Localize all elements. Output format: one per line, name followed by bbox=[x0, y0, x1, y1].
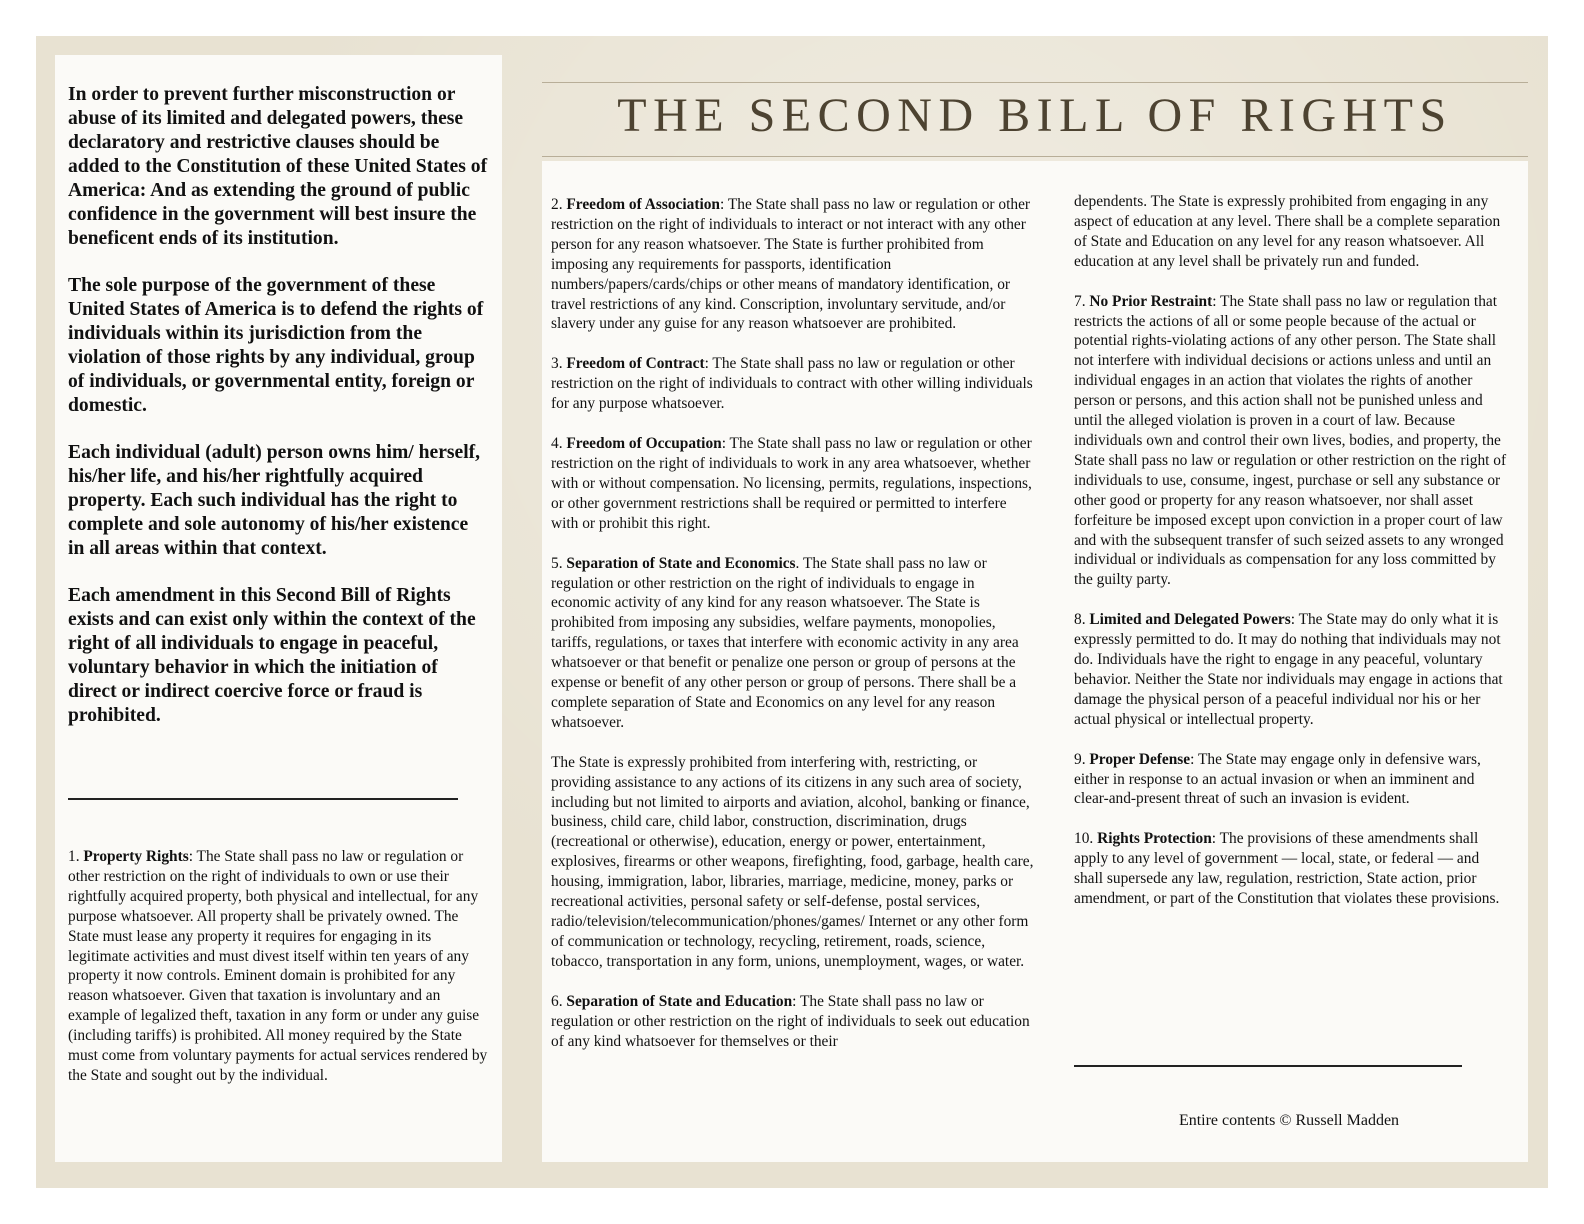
articles-column-middle bbox=[551, 195, 1037, 1071]
article-number: 7. bbox=[1074, 292, 1090, 310]
articles-column-right bbox=[1074, 192, 1508, 929]
article-8 bbox=[1074, 610, 1508, 729]
article-number: 1. bbox=[68, 848, 84, 865]
article-4 bbox=[551, 434, 1037, 534]
article-text: . The State shall pass no law or regulation or other restriction on the right of individuals to engage in economic activity of any kind for any reason whatsoever. The State is prohibited from imposing any subsidies, welfare payments, monopolies, tariffs, regulations, or taxes that interfere with economic activity in any area whatsoever or that benefit or penalize one person or group of persons at the expense or benefit of any other person or group of persons. There shall be a complete separation of State and Economics on any level for any reason whatsoever. bbox=[551, 554, 1019, 731]
article-text: : The State shall pass no law or regulation or other restriction on the right of individuals to own or use their rightfully acquired property, both physical and intellectual, for any purpose whatsoever. All property shall be privately owned. The State must lease any property it requires for engaging in its legitimate activities and must divest itself within ten years of any property it now controls. Eminent domain is prohibited for any reason whatsoever. Given that taxation is involuntary and an example of legalized theft, taxation in any form or under any guise (including tariffs) is prohibited. All money required by the State must come from voluntary payments for actual services rendered by the State and sought out by the individual. bbox=[68, 848, 488, 1084]
article-text: : The State may engage only in defensive wars, either in response to an actual invasion or when an imminent and clear-and-present threat of such an invasion is evident. bbox=[1074, 750, 1481, 808]
article-10 bbox=[1074, 829, 1508, 909]
article-heading: Separation of State and Education bbox=[566, 992, 793, 1010]
article-text: : The State shall pass no law or regulation that restricts the actions of all or some people because of the actual or potential rights-violating actions of any other person. The State shall not interfere with individual decisions or actions unless and until an individual engages in an action that violates the rights of another person or persons, and this action shall not be punished unless and until the alleged violation is proven in a court of law. Because individuals own and control their own lives, bodies, and property, the State shall pass no law or regulation or other restriction on the right of individuals to use, consume, ingest, purchase or sell any substance or other good or property for any reason whatsoever, nor shall asset forfeiture be imposed except upon conviction in a proper court of law and with the subsequent transfer of such seized assets to any wronged individual or individuals as compensation for any loss committed by the guilty party. bbox=[1074, 292, 1507, 589]
article-number: 2. bbox=[551, 196, 567, 213]
article-number: 6. bbox=[551, 992, 567, 1010]
article-text: : The State shall pass no law or regulation or other restriction on the right of individuals to work in any area whatsoever, whether with or without compensation. No licensing, permits, regulations, inspections, or other government restrictions shall be required or permitted to interfere with or prohibit this right. bbox=[551, 435, 1032, 532]
article-text: : The State shall pass no law or regulation or other restriction on the right of individuals to contract with other willing individuals for any purpose whatsoever. bbox=[551, 355, 1033, 413]
article-number: 8. bbox=[1074, 611, 1090, 629]
article-heading: Proper Defense bbox=[1089, 750, 1191, 768]
article-text: : The State shall pass no law or regulation or other restriction on the right of individuals to seek out education of any kind whatsoever for themselves or their bbox=[551, 992, 1030, 1050]
preamble-paragraph: Each amendment in this Second Bill of Rights exists and can exist only within the context of the right of all individuals to engage in peaceful, voluntary behavior in which the initiation of direct or indirect coercive force or fraud is prohibited. bbox=[68, 585, 476, 726]
article-2 bbox=[551, 195, 1037, 334]
preamble-paragraph: The sole purpose of the government of these United States of America is to defend the rights of individuals within its jurisdiction from the violation of those rights by any individual, group of individuals, or governmental entity, foreign or domestic. bbox=[68, 275, 484, 416]
article-6 bbox=[551, 992, 1037, 1052]
article-heading: Property Rights bbox=[83, 848, 189, 865]
article-text: : The provisions of these amendments shall apply to any level of government — local, state, or federal — and shall supersede any law, regulation, restriction, State action, prior amendment, or part of the Constitution that violates these provisions. bbox=[1074, 830, 1500, 908]
page-title: THE SECOND BILL OF RIGHTS bbox=[617, 89, 1453, 142]
document-sheet bbox=[36, 36, 1548, 1188]
articles-panel bbox=[542, 161, 1528, 1162]
article-heading: Separation of State and Economics bbox=[566, 554, 796, 572]
title-banner bbox=[542, 82, 1528, 160]
article-number: 10. bbox=[1074, 830, 1098, 848]
article-1 bbox=[68, 847, 492, 1086]
article-heading: Freedom of Occupation bbox=[566, 435, 722, 453]
article-5 bbox=[551, 554, 1037, 733]
divider-rule bbox=[68, 798, 458, 800]
article-number: 5. bbox=[551, 554, 567, 572]
article-text: : The State shall pass no law or regulation or other restriction on the right of individuals to interact or not interact with any other person for any reason whatsoever. The State is further prohibited from imposing any requirements for passports, identification numbers/papers/cards/chips or other means of mandatory identification, or travel restrictions of any kind. Conscription, involuntary servitude, and/or slavery under any guise for any reason whatsoever are prohibited. bbox=[551, 196, 1031, 333]
article-7 bbox=[1074, 292, 1508, 591]
preamble-paragraph: Each individual (adult) person owns him/ herself, his/her life, and his/her rightfully acquired property. Each such individual has the right to complete and sole autonomy of his/her existence in all areas within that context. bbox=[68, 442, 481, 559]
preamble bbox=[68, 83, 489, 728]
article-number: 9. bbox=[1074, 750, 1090, 768]
article-number: 3. bbox=[551, 355, 567, 373]
article-heading: Limited and Delegated Powers bbox=[1089, 611, 1291, 629]
article-3 bbox=[551, 354, 1037, 414]
article-6-continued: dependents. The State is expressly prohibited from engaging in any aspect of education at any level. There shall be a complete separation of State and Education on any level for any reason whatsoever. All education at any level shall be privately run and funded. bbox=[1074, 193, 1501, 270]
article-text: : The State may do only what it is expressly permitted to do. It may do nothing that individuals may not do. Individuals have the right to engage in any peaceful, voluntary behavior. Neither the State nor individuals may engage in actions that damage the physical person of a peaceful individual nor his or her actual physical or intellectual property. bbox=[1074, 611, 1503, 728]
article-heading: Freedom of Contract bbox=[566, 355, 705, 373]
article-heading: Freedom of Association bbox=[566, 196, 720, 213]
title-rule-bottom bbox=[542, 156, 1528, 157]
copyright-notice: Entire contents © Russell Madden bbox=[1178, 1112, 1400, 1129]
article-number: 4. bbox=[551, 435, 567, 453]
title-rule-top bbox=[542, 82, 1528, 83]
article-5-continued: The State is expressly prohibited from interfering with, restricting, or providing assistance to any actions of its citizens in any such area of society, including but not limited to airports and aviation, alcohol, banking or finance, business, child care, child labor, construction, discrimination, drugs (recreational or otherwise), education, energy or power, entertainment, explosives, firearms or other weapons, firefighting, food, garbage, health care, housing, immigration, labor, libraries, marriage, medicine, money, parks or recreational activities, personal safety or self-defense, postal services, radio/television/telecommunication/phones/games/ Internet or any other form of communication or technology, recycling, retirement, roads, science, tobacco, transportation in any form, unions, unemployment, wages, or water. bbox=[551, 753, 1034, 970]
article-heading: Rights Protection bbox=[1097, 830, 1212, 848]
divider-rule bbox=[1074, 1065, 1462, 1067]
preamble-paragraph: In order to prevent further misconstruction or abuse of its limited and delegated powers, these declaratory and restrictive clauses should be added to the Constitution of these United States of America: And as extending the ground of public confidence in the government will best insure the beneficent ends of its institution. bbox=[68, 84, 488, 249]
article-9 bbox=[1074, 750, 1508, 810]
article-heading: No Prior Restraint bbox=[1089, 292, 1213, 310]
